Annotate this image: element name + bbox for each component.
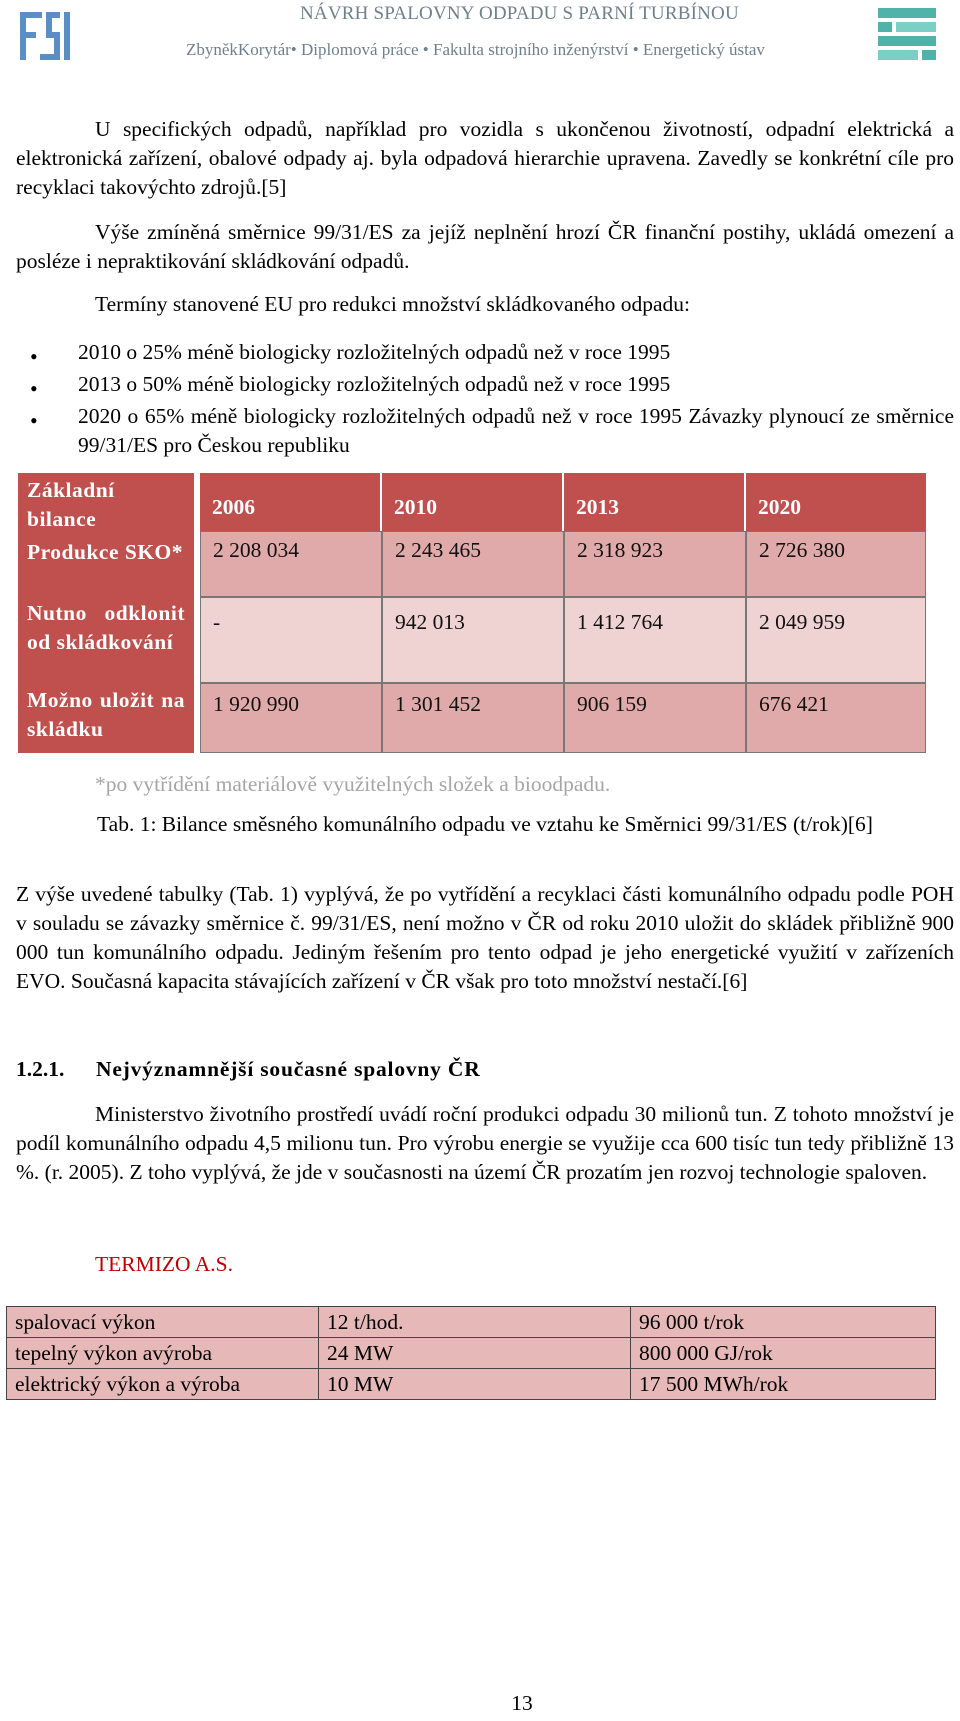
table-cell: 2 318 923	[564, 531, 746, 597]
table-cell: 2 208 034	[200, 531, 382, 597]
table-corner-header: Základní bilance	[18, 473, 194, 535]
table-cell: 17 500 MWh/rok	[631, 1369, 936, 1400]
table-cell: 10 MW	[319, 1369, 631, 1400]
table-cell: 1 301 452	[382, 683, 564, 753]
fsi-logo	[18, 8, 74, 64]
table-cell: elektrický výkon a výroba	[7, 1369, 319, 1400]
bullet-icon: •	[30, 376, 38, 401]
table-row	[7, 1307, 936, 1338]
bullet-icon: •	[30, 344, 38, 369]
table-cell: spalovací výkon	[7, 1307, 319, 1338]
waste-balance-table	[18, 473, 926, 753]
paragraph-directive: Výše zmíněná směrnice 99/31/ES za jejíž neplnění hrozí ČR finanční postihy, ukládá omezení a posléze i nepraktikování skládkování odpadů.	[16, 220, 954, 273]
table-caption-text: Tab. 1: Bilance směsného komunálního odpadu ve vztahu ke Směrnici 99/31/ES (t/rok)[6]	[97, 812, 873, 836]
list-item	[30, 402, 954, 460]
paragraph-specific-waste: U specifických odpadů, například pro vozidla s ukončenou životností, odpadní elektrická a elektronická zařízení, obalové odpady aj. byla odpadová hierarchie upravena. Zavedly se konkrétní cíle pro recyklaci takovýchto zdrojů.[5]	[16, 117, 954, 199]
table-row	[7, 1369, 936, 1400]
year-header: 2010	[382, 473, 564, 531]
table-cell: 96 000 t/rok	[631, 1307, 936, 1338]
energy-institute-logo	[876, 6, 938, 70]
table-row	[7, 1338, 936, 1369]
section-heading	[16, 1057, 481, 1082]
table-cell: -	[200, 597, 382, 683]
table-cell: 2 726 380	[746, 531, 926, 597]
table-cell: 12 t/hod.	[319, 1307, 631, 1338]
table-cell: 906 159	[564, 683, 746, 753]
table-cell: tepelný výkon avýroba	[7, 1338, 319, 1369]
table-note: *po vytřídění materiálově využitelných složek a bioodpadu.	[95, 772, 611, 796]
table-cell: 24 MW	[319, 1338, 631, 1369]
table-cell: 2 049 959	[746, 597, 926, 683]
table-cell: 1 412 764	[564, 597, 746, 683]
header-subtitle: ZbyněkKorytár• Diplomová práce • Fakulta strojního inženýrství • Energetický ústav	[186, 40, 765, 59]
year-header: 2006	[200, 473, 382, 531]
paragraph-table-conclusion: Z výše uvedené tabulky (Tab. 1) vyplývá, že po vytřídění a recyklaci části komunálního odpadu podle POH v souladu se závazky směrnice č. 99/31/ES, není možno v ČR od roku 2010 uložit do skládek přibližně 900 000 tun komunálního odpadu. Jediným řešením pro tento odpad je jeho energetické využití v zařízeních EVO. Současná kapacita stávajících zařízení v ČR však pro toto množství nestačí.[6]	[16, 882, 954, 993]
row-header-landfill: Možno uložit na skládku	[18, 683, 194, 753]
list-item-text: 2013 o 50% méně biologicky rozložitelných odpadů než v roce 1995	[78, 372, 671, 396]
list-item	[30, 370, 954, 399]
table-cell: 2 243 465	[382, 531, 564, 597]
paragraph-ministry: Ministerstvo životního prostředí uvádí roční produkci odpadu 30 milionů tun. Z tohoto množství je podíl komunálního odpadu 4,5 milionu tun. Pro výrobu energie se využije cca 600 tisíc tun tedy přibližně 13 %. (r. 2005). Z toho vyplývá, že jde v současnosti na území ČR prozatím jen rozvoj technologie spaloven.	[16, 1102, 954, 1184]
table-cell: 942 013	[382, 597, 564, 683]
table-cell: 1 920 990	[200, 683, 382, 753]
year-header: 2013	[564, 473, 746, 531]
table-cell: 676 421	[746, 683, 926, 753]
list-item	[30, 338, 954, 367]
table-caption	[16, 810, 954, 839]
list-item-text: 2020 o 65% méně biologicky rozložitelných odpadů než v roce 1995 Závazky plynoucí ze směrnice 99/31/ES pro Českou republiku	[78, 404, 954, 457]
section-title: Nejvýznamnější současné spalovny ČR	[96, 1057, 481, 1081]
header-title: NÁVRH SPALOVNY ODPADU S PARNÍ TURBÍNOU	[300, 3, 739, 24]
termizo-table	[6, 1306, 936, 1400]
list-item-text: 2010 o 25% méně biologicky rozložitelných odpadů než v roce 1995	[78, 340, 671, 364]
page-number: 13	[511, 1691, 533, 1715]
paragraph-eu-deadlines: Termíny stanovené EU pro redukci množství skládkovaného odpadu:	[95, 292, 690, 316]
bullet-list	[30, 338, 954, 463]
row-header-production: Produkce SKO*	[18, 535, 194, 597]
section-number: 1.2.1.	[16, 1057, 65, 1081]
year-header: 2020	[746, 473, 926, 531]
row-header-divert: Nutno odklonit od skládkování	[18, 597, 194, 683]
termizo-title: TERMIZO A.S.	[95, 1252, 233, 1276]
table-cell: 800 000 GJ/rok	[631, 1338, 936, 1369]
bullet-icon: •	[30, 408, 38, 433]
